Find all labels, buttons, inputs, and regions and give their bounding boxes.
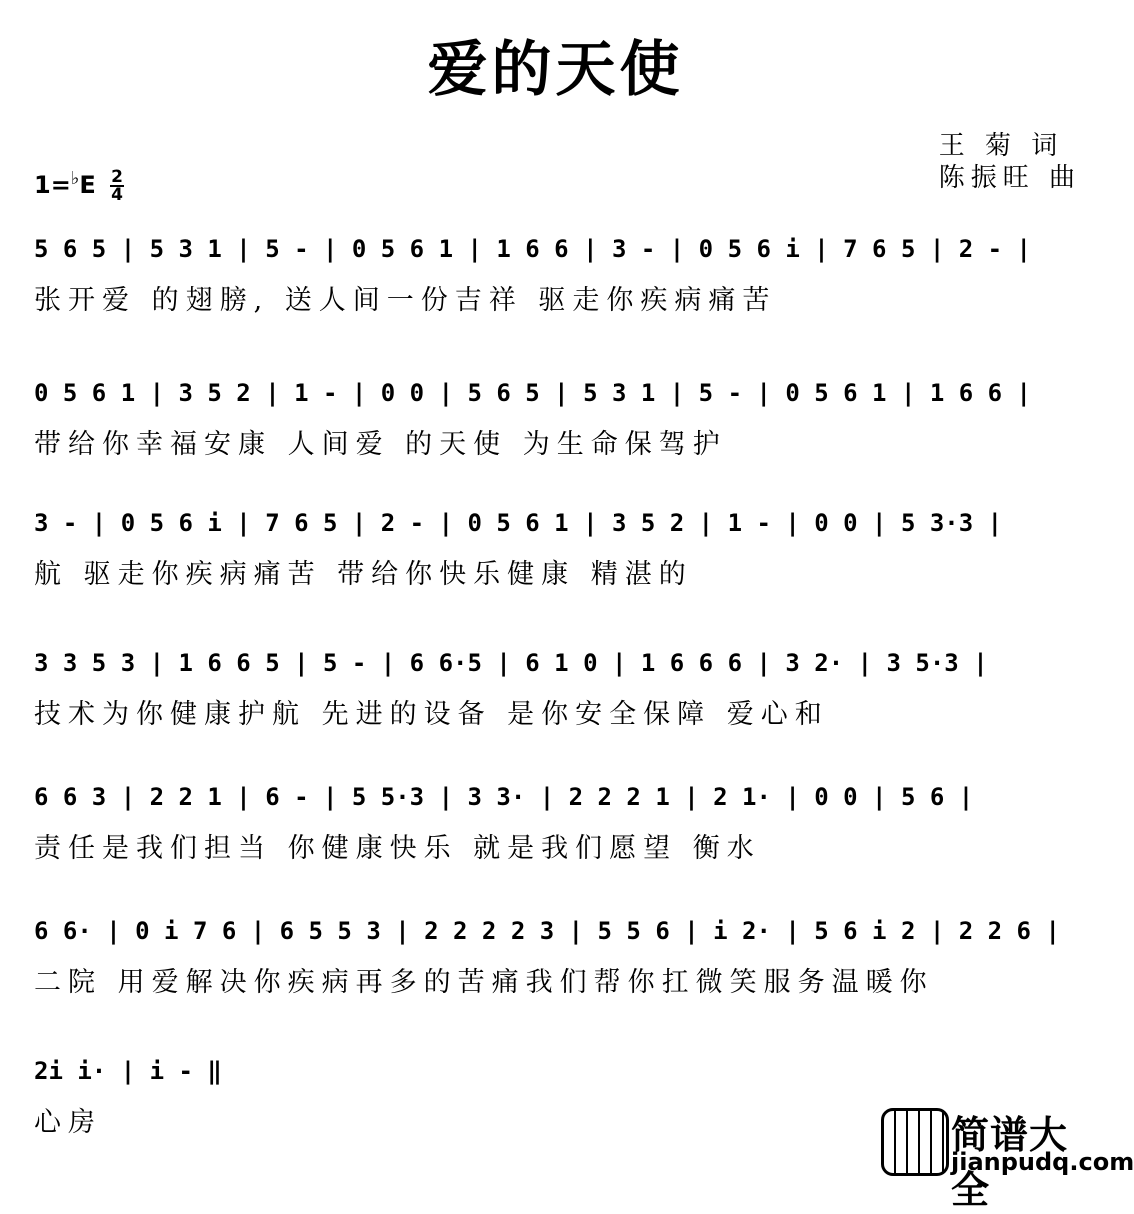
notes-line: 2i i· | i - ‖ — [34, 1057, 222, 1085]
score-row-4 — [34, 640, 1083, 750]
site-watermark — [881, 1108, 1134, 1212]
song-title: 爱的天使 — [427, 35, 684, 105]
notes-line: 5 6 5 | 5 3 1 | 5 - | 0 5 6 1 | 1 6 6 | 3 - | 0 5 6 i | 7 6 5 | 2 - | — [34, 235, 1031, 263]
time-signature — [110, 169, 124, 203]
notes-line: 3 - | 0 5 6 i | 7 6 5 | 2 - | 0 5 6 1 | 3 5 2 | 1 - | 0 0 | 5 3·3 | — [34, 509, 1003, 537]
lyrics-line: 带给你幸福安康 人间爱 的天使 为生命保驾护 — [34, 429, 727, 460]
score-row-3 — [34, 500, 1083, 610]
lyrics-line: 二院 用爱解决你疾病再多的苦痛我们帮你扛微笑服务温暖你 — [34, 967, 934, 998]
time-top: 2 — [111, 167, 123, 187]
piano-keys-icon — [881, 1108, 949, 1176]
watermark-url: jianpudq.com — [951, 1148, 1134, 1176]
score-row-6 — [34, 908, 1083, 1018]
score-row-5 — [34, 774, 1083, 884]
key-prefix: 1= — [34, 171, 71, 199]
lyrics-line: 责任是我们担当 你健康快乐 就是我们愿望 衡水 — [34, 833, 761, 864]
composer: 陈振旺 曲 — [938, 163, 1081, 193]
score-row-7 — [34, 1048, 254, 1158]
key-signature — [34, 168, 124, 203]
lyrics-line: 张开爱 的翅膀, 送人间一份吉祥 驱走你疾病痛苦 — [34, 285, 777, 316]
notes-line: 6 6· | 0 i 7 6 | 6 5 5 3 | 2 2 2 2 3 | 5 5 6 | i 2· | 5 6 i 2 | 2 2 6 | — [34, 917, 1060, 945]
lyrics-line: 心房 — [34, 1107, 102, 1138]
notes-line: 0 5 6 1 | 3 5 2 | 1 - | 0 0 | 5 6 5 | 5 3 1 | 5 - | 0 5 6 1 | 1 6 6 | — [34, 379, 1031, 407]
lyrics-line: 技术为你健康护航 先进的设备 是你安全保障 爱心和 — [34, 699, 829, 730]
watermark-name: 简谱大全 — [951, 1113, 1069, 1212]
key-note: E — [79, 171, 96, 199]
score-row-1 — [34, 226, 1083, 336]
flat-icon: ♭ — [70, 168, 80, 189]
credits — [939, 130, 1081, 194]
notes-line: 6 6 3 | 2 2 1 | 6 - | 5 5·3 | 3 3· | 2 2 2 1 | 2 1· | 0 0 | 5 6 | — [34, 783, 974, 811]
lyrics-line: 航 驱走你疾病痛苦 带给你快乐健康 精湛的 — [34, 559, 693, 590]
time-bottom: 4 — [111, 185, 123, 205]
notes-line: 3 3 5 3 | 1 6 6 5 | 5 - | 6 6·5 | 6 1 0 | 1 6 6 6 | 3 2· | 3 5·3 | — [34, 649, 988, 677]
score-row-2 — [34, 370, 1083, 480]
lyricist: 王 菊 词 — [938, 131, 1064, 161]
